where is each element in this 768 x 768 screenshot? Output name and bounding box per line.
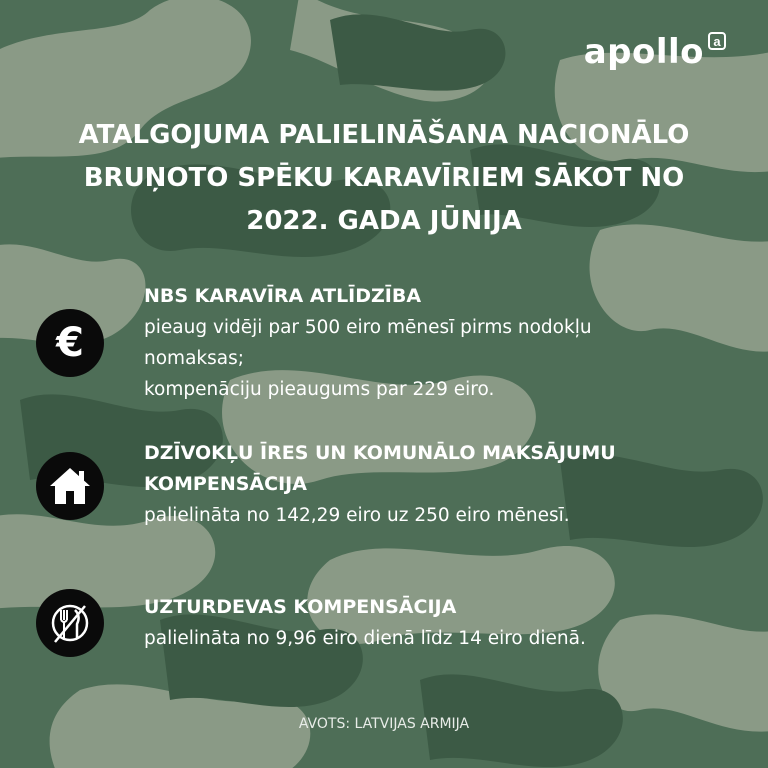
source-caption: AVOTS: LATVIJAS ARMIJA [298,716,470,732]
page-title [40,114,728,243]
euro-icon [36,309,104,377]
apollo-logo [584,30,726,74]
item-line: pieaug vidēji par 500 eiro mēnesī pirms nodokļu [144,317,592,338]
item-heading: UZTURDEVAS KOMPENSĀCIJA [144,596,457,618]
item-line: palielināta no 142,29 eiro uz 250 eiro mēnesī. [144,505,570,526]
house-icon [36,452,104,520]
food-icon [36,589,104,657]
house-glyph [47,465,93,507]
logo-badge: a [708,32,726,50]
housing-text [144,438,744,531]
item-line: palielināta no 9,96 eiro dienā līdz 14 eiro dienā. [144,628,586,649]
title-line: 2022. GADA JŪNIJA [246,206,522,236]
logo-text: apollo [583,32,704,72]
item-line: kompenāciju pieaugums par 229 eiro. [144,379,495,400]
food-text [144,592,744,654]
item-heading: NBS KARAVĪRA ATLĪDZĪBA [144,285,422,307]
euro-symbol: € [56,320,84,366]
item-line: nomaksas; [144,348,244,369]
food-glyph [45,598,95,648]
item-heading: DZĪVOKĻU ĪRES UN KOMUNĀLO MAKSĀJUMU [144,442,616,464]
item-heading: KOMPENSĀCIJA [144,473,307,495]
title-line: ATALGOJUMA PALIELINĀŠANA NACIONĀLO [78,120,690,150]
title-line: BRUŅOTO SPĒKU KARAVĪRIEM SĀKOT NO [83,163,685,193]
salary-text [144,281,744,405]
